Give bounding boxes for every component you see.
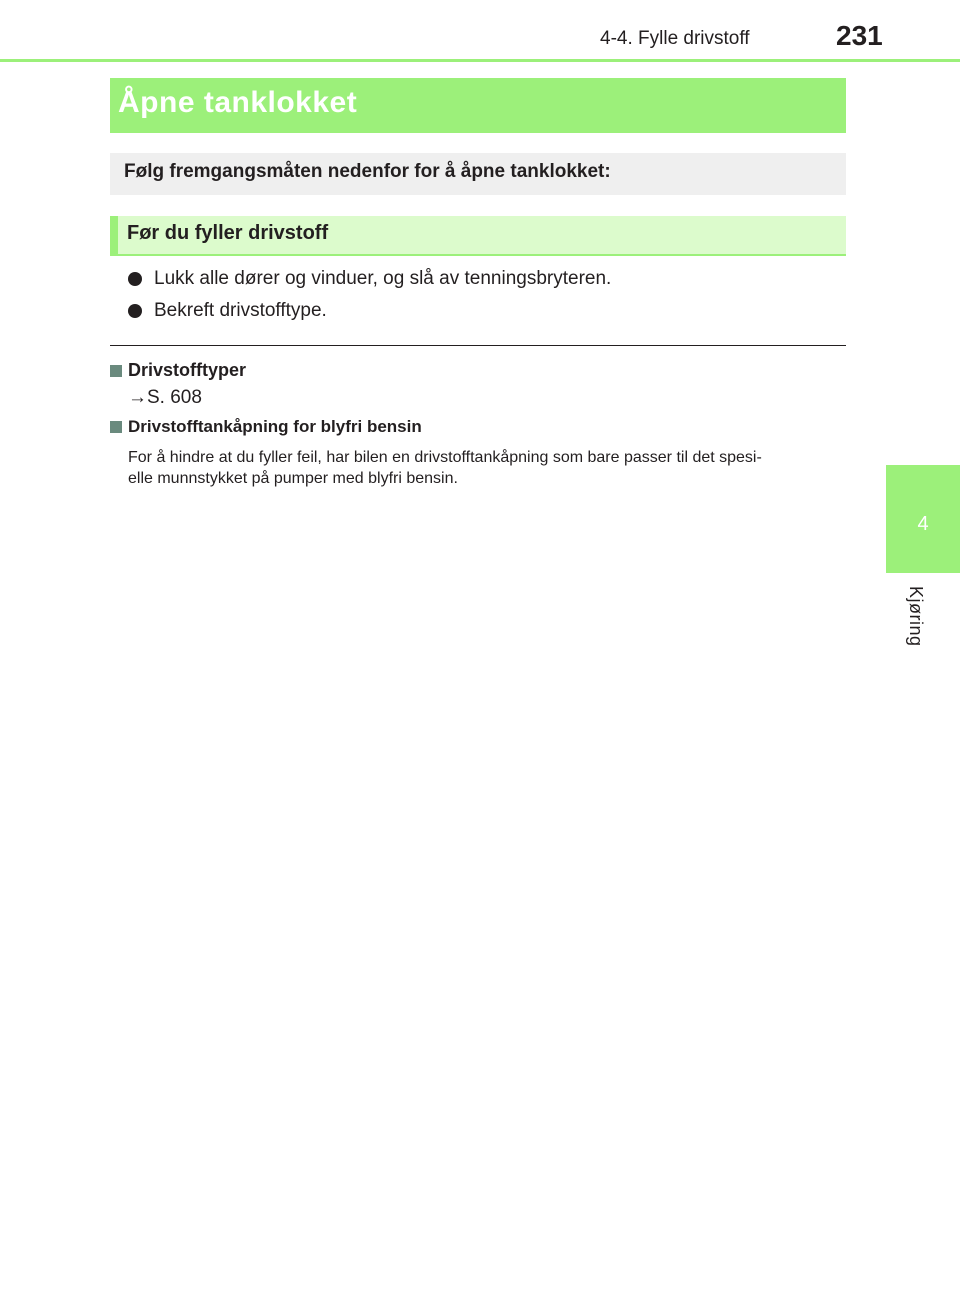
section-divider: [110, 345, 846, 346]
bullet-item: [128, 300, 327, 322]
subsection-heading: Før du fyller drivstoff: [127, 222, 329, 244]
square-bullet-icon: [110, 421, 122, 433]
bullet-dot-icon: [128, 304, 142, 318]
header-rule: [0, 59, 960, 62]
bullet-dot-icon: [128, 272, 142, 286]
chapter-label: Kjøring: [906, 586, 926, 647]
chapter-number: 4: [917, 513, 929, 535]
note-heading: [110, 360, 246, 381]
note-body: [128, 447, 843, 489]
note-body-line: elle munnstykket på pumper med blyfri bensin.: [128, 470, 458, 487]
note-body-line: For å hindre at du fyller feil, har bilen en drivstofftankåpning som bare passer til det spesi-: [128, 449, 762, 466]
page-reference[interactable]: [128, 387, 202, 409]
note-heading-text: Drivstofftyper: [128, 360, 247, 380]
page-number: 231: [836, 20, 883, 51]
subsection-band: [110, 216, 846, 256]
intro-band: [110, 153, 846, 195]
note-heading-text: Drivstofftankåpning for blyfri bensin: [128, 417, 422, 436]
bullet-text: Lukk alle dører og vinduer, og slå av tenningsbryteren.: [154, 268, 612, 289]
bullet-item: [128, 268, 611, 290]
page-reference-text: S. 608: [147, 387, 202, 408]
page-title: Åpne tanklokket: [118, 86, 358, 119]
chapter-tab: [886, 465, 960, 573]
subsection-bar: [110, 216, 118, 254]
page-header-section: 4-4. Fylle drivstoff: [600, 28, 750, 49]
arrow-right-icon: →: [128, 387, 147, 408]
bullet-text: Bekreft drivstofftype.: [154, 300, 327, 321]
square-bullet-icon: [110, 365, 122, 377]
intro-text: Følg fremgangsmåten nedenfor for å åpne tanklokket:: [124, 161, 611, 182]
note-heading: [110, 417, 422, 437]
title-band: [110, 78, 846, 133]
